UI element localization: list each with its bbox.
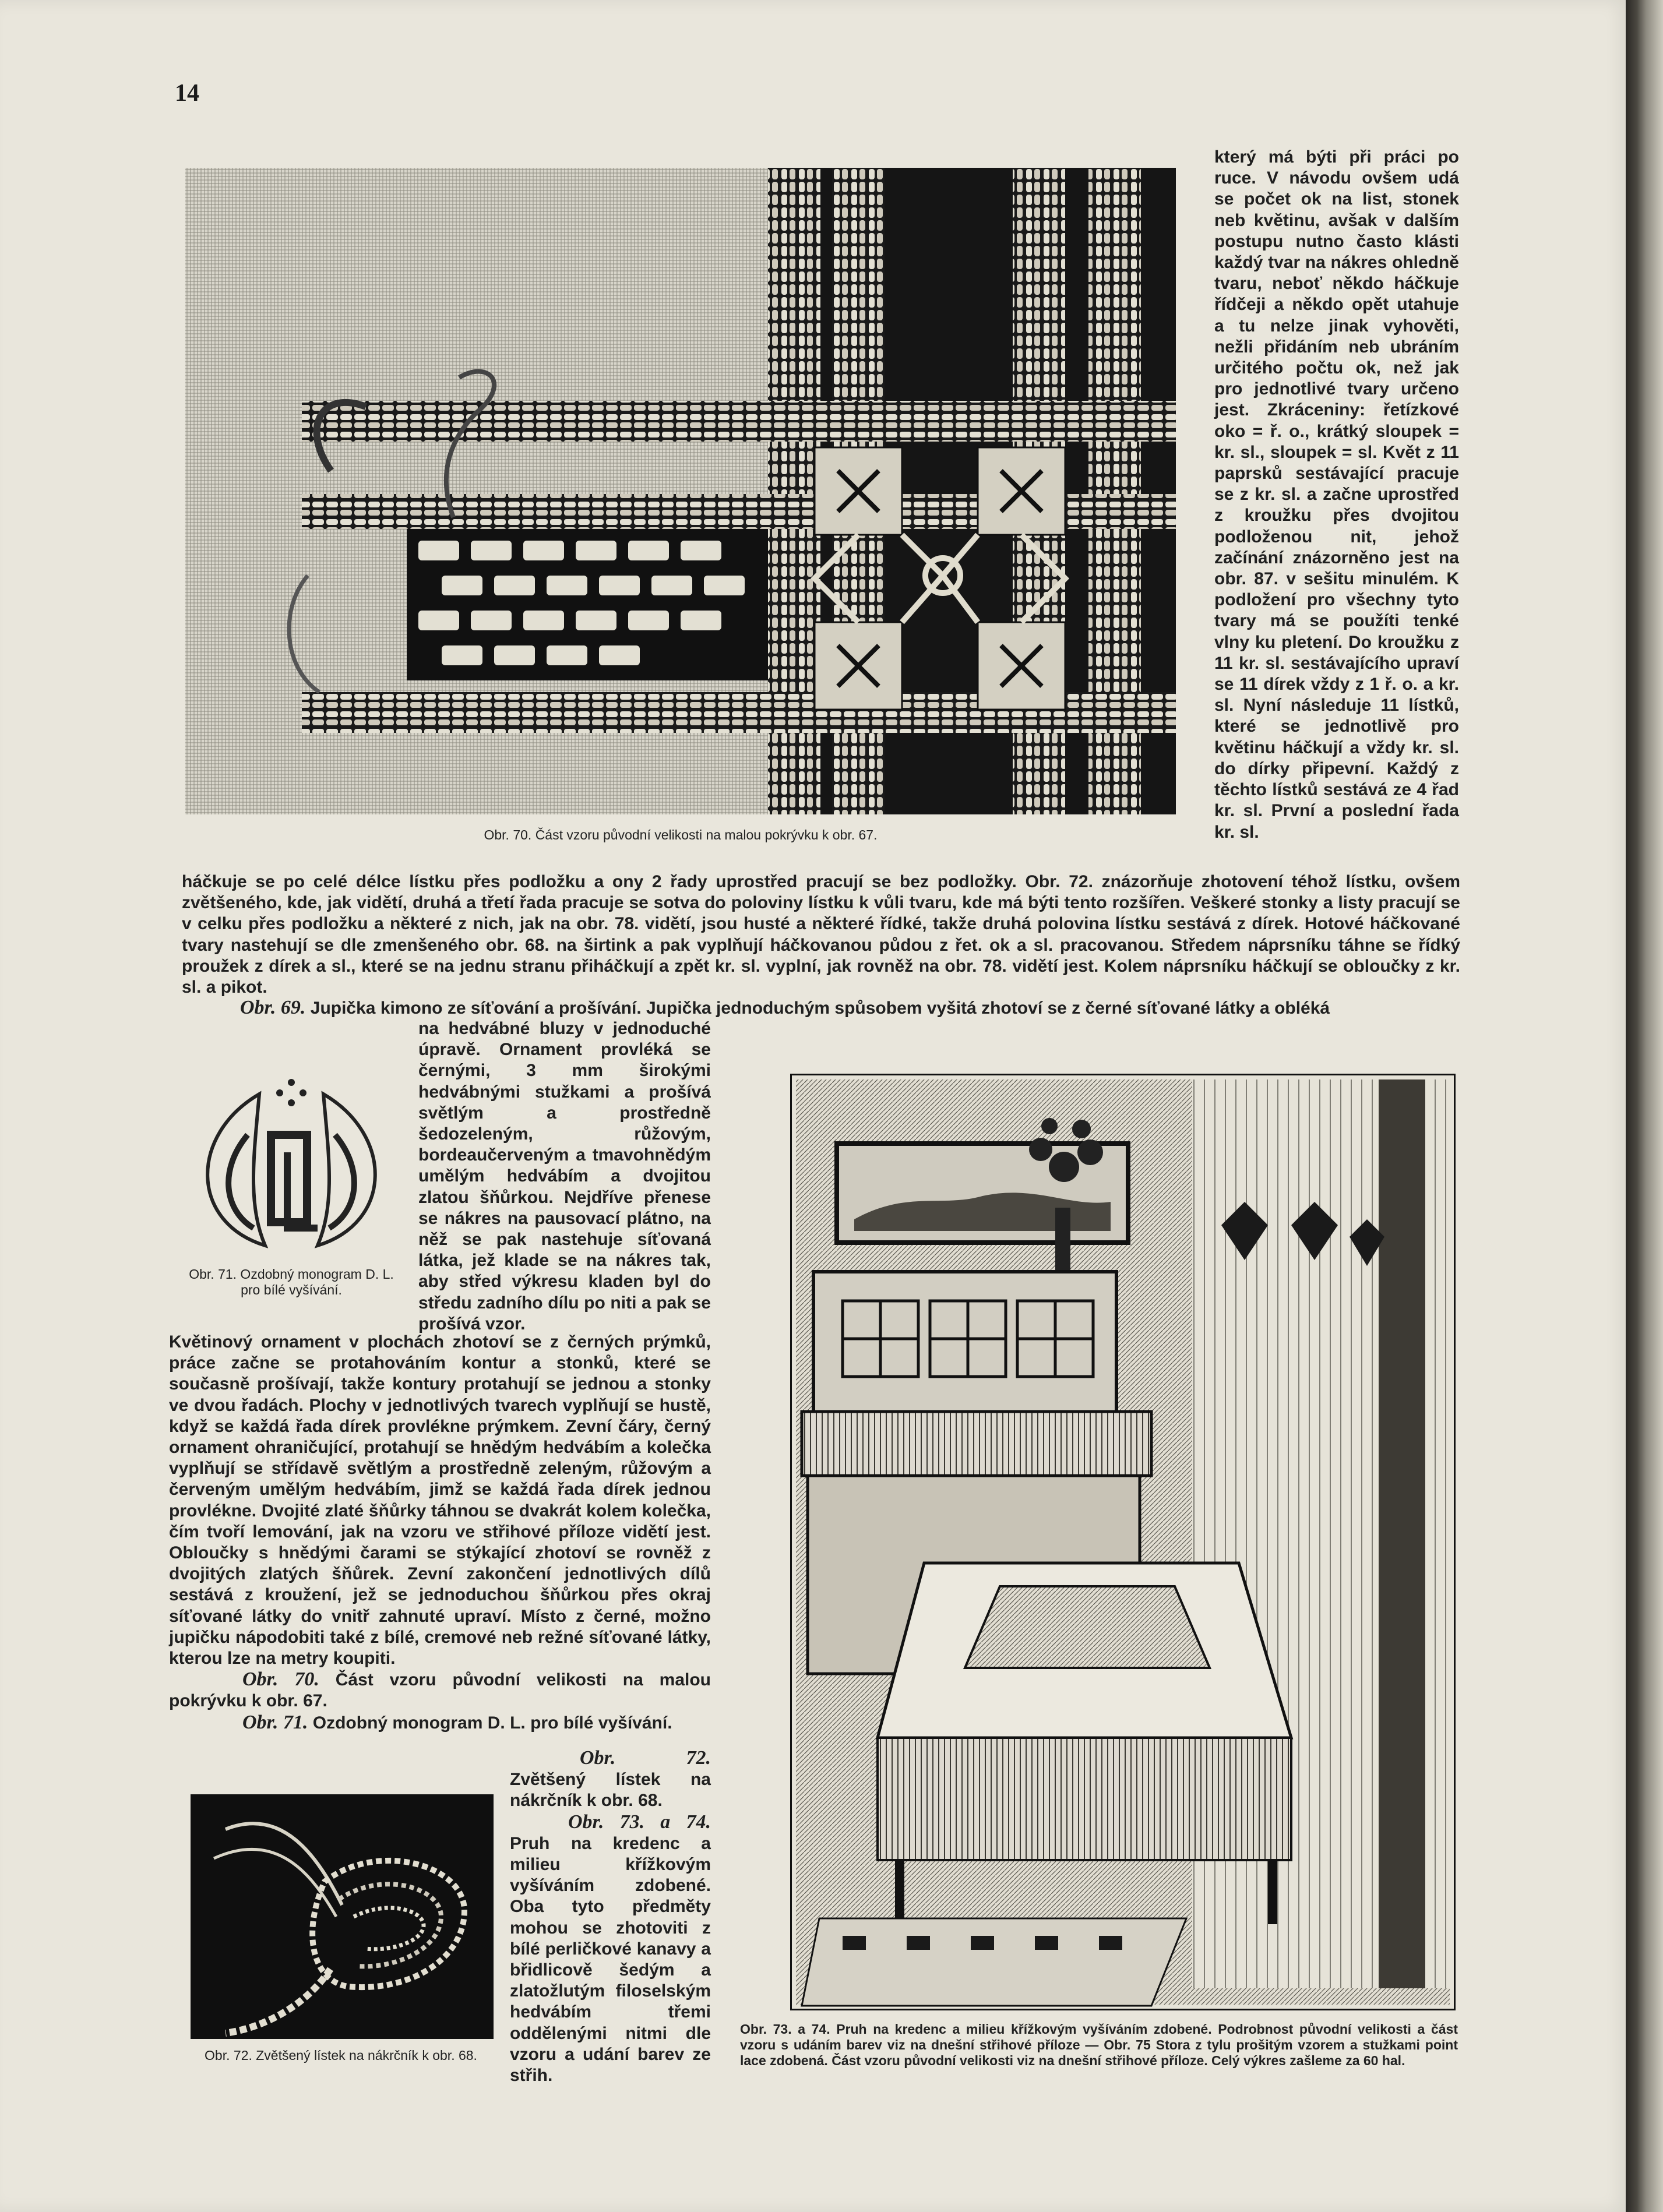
article-narrow-column: na hedvábné bluzy v jednoduché úpravě. Ornament provléká se černými, 3 mm širokými hedvábnými stužkami a prošívá světlým a prostředně šedozeleným, růžovým, bordeaučerveným a tmavohnědým umělým hedvábím a dvojitou zlatou šňůrkou. Nejdříve přenese se nákres na pausovací plátno, na něž se pak nastehuje síťovaná látka, jež klade se na nákres tak, aby střed výkresu kladen byl do středu zadního dílu po niti a pak se prošívá vzor. — [418, 1019, 711, 1333]
article-right-column: který má býti při práci po ruce. V návodu ovšem udá se počet ok na list, stonek neb květinu, avšak v dalším postupu nutno často klásti každý tvar na nákres ohledně tvaru, neboť někdo háčkuje řídčeji a někdo opět utahuje a tu nelze jinak vyhověti, nežli přidáním neb ubráním určitého počtu ok, než jak pro jednotlivé tvary určeno jest. Zkráceniny: řetízkové oko = ř. o., krátký sloupek = kr. sl., sloupek = sl. Květ z 11 paprsků sestávající pracuje se z kr. sl. a začne uprostřed z kroužku přes dvojitou podloženou nit, jehož začínání znázorněno jest na obr. 87. v sešitu minulém. K podložení pro všechny tyto tvary má se použíti tenké vlny ku pletení. Do kroužku z 11 kr. sl. sestávajícího upraví se 11 dírek vždy z 1 ř. o. a kr. sl. Nyní následuje 11 lístků, které se jednotlivě pro květinu háčkují a vždy kr. sl. do dírky připevní. Každý z těchto lístků sestává ze 4 řad kr. sl. První a poslední řada kr. sl. — [1214, 147, 1459, 842]
obr71-paragraph — [169, 1712, 711, 1734]
obr71-text: Ozdobný monogram D. L. pro bílé vyšívání. — [312, 1713, 672, 1733]
obr69-paragraph-start — [182, 997, 1460, 1019]
figure-71-monogram — [178, 1071, 405, 1257]
figure-71-caption: Obr. 71. Ozdobný monogram D. L. pro bílé vyšívání. — [189, 1266, 394, 1297]
figure-70-embroidery-photo — [185, 168, 1176, 814]
obr71-label: Obr. 71. — [242, 1711, 308, 1733]
obr69-label: Obr. 69. — [240, 997, 306, 1018]
figure-72-caption: Obr. 72. Zvětšený lístek na nákrčník k obr. 68. — [205, 2048, 477, 2063]
article-full-width-paragraph: háčkuje se po celé délce lístku přes podložku a ony 2 řady uprostřed pracují se bez podložky. Obr. 72. znázorňuje zhotovení téhož lístku, ovšem zvětšeného, kde, jak vidětí, druhá a třetí řada pracuje se sotva do poloviny lístku k vůli tvaru, kde má býti tento rozšířen. Veškeré stonky a listy pracují se v celku přes podložku a některé z nich, jak na obr. 78. vidětí, jsou husté a některé řídké, takže druhá polovina lístku sestává z dírek. Hotové háčkované tvary nastehují se dle zmenšeného obr. 68. na širtink a pak vyplňují háčkovanou půdou z řet. ok a sl. pracovanou. Středem náprsníku táhne se řídký proužek z dírek a sl., které se na jednu stranu přiháčkují a zpět kr. sl. vyplní, jak rovněž na obr. 78. vidětí jest. Kolem náprsníku háčkují se obloučky z kr. sl. a pikot. — [182, 872, 1460, 997]
obr72-paragraph — [510, 1748, 711, 1812]
figure-73-74-caption: Obr. 73. a 74. Pruh na kredenc a milieu křížkovým vyšíváním zdobené. Podrobnost původní velikosti a část vzoru s udáním barev viz na dnešní střihové příloze — Obr. 75 Stora z tylu prošitým vzorem a stužkami point lace zdobená. Část vzoru původní velikosti viz na dnešní střihové příloze. Celý výkres zašleme za 60 hal. — [740, 2022, 1458, 2068]
figure-73-74-interior-illustration — [790, 1074, 1456, 2010]
obr73-label: Obr. 73. a 74. — [568, 1811, 711, 1833]
article-left-column — [169, 1332, 711, 1734]
obr73-paragraph — [510, 1812, 711, 2087]
obr70-label: Obr. 70. — [242, 1668, 319, 1691]
obr72-label: Obr. 72. — [580, 1747, 711, 1769]
page-number: 14 — [175, 80, 199, 107]
obr70-text: Část vzoru původní velikosti na malou pokrývku k obr. 67. — [169, 1670, 711, 1711]
obr72-text: Zvětšený lístek na nákrčník k obr. 68. — [510, 1770, 711, 1811]
obr73-text: Pruh na kredenc a milieu křížkovým vyšíváním zdobené. Oba tyto předměty mohou se zhotoviti z bílé perličkové kanavy a břidlicově šedým a zlatožlutým filoselským hedvábím třemi oddělenými nitmi dle vzoru a udání barev ze střih. — [510, 1833, 711, 2086]
article-small-column — [510, 1748, 711, 2086]
figure-70-caption: Obr. 70. Část vzoru původní velikosti na malou pokrývku k obr. 67. — [484, 827, 878, 842]
obr70-paragraph — [169, 1669, 711, 1712]
book-binding-edge — [1626, 0, 1663, 2212]
left-column-paragraph: Květinový ornament v plochách zhotoví se z černých prýmků, práce začne se protahováním kontur a stonků, které se současně prošívají, takže kontury protahují se jednou a stonky ve dvou řadách. Plochy v jednotlivých tvarech vyplňují se hustě, když se každá řada dírek provlékne prýmkem. Zevní čáry, černý ornament ohraničující, protahují se hnědým hedvábím a kolečka vyplňují se střídavě světlým a prostředně zeleným, růžovým a červeným umělým hedvábím, jimž se každá řada dírek jednou provlékne. Dvojité zlaté šňůrky táhnou se dvakrát kolem kolečka, čím tvoří lemování, jak na vzoru ve střihové příloze vidětí jest. Obloučky s hnědými čarami se stýkající zhotoví se rovněž z dvojitých zlatých šňůrek. Zevní zakončení jednotlivých dílů sestává z kroužení, jež se jednoduchou šňůrkou přes okraj síťované látky do vnitř zahnuté upraví. Místo z černé, možno jupičku nápodobiti také z bílé, cremové neb režné síťované látky, kterou lze na metry koupiti. — [169, 1332, 711, 1668]
obr69-text: Jupička kimono ze síťování a prošívání. Jupička jednoduchým spůsobem vyšitá zhotoví se z černé síťované látky a obléká — [310, 999, 1330, 1018]
figure-72-crochet-leaf — [191, 1794, 494, 2039]
